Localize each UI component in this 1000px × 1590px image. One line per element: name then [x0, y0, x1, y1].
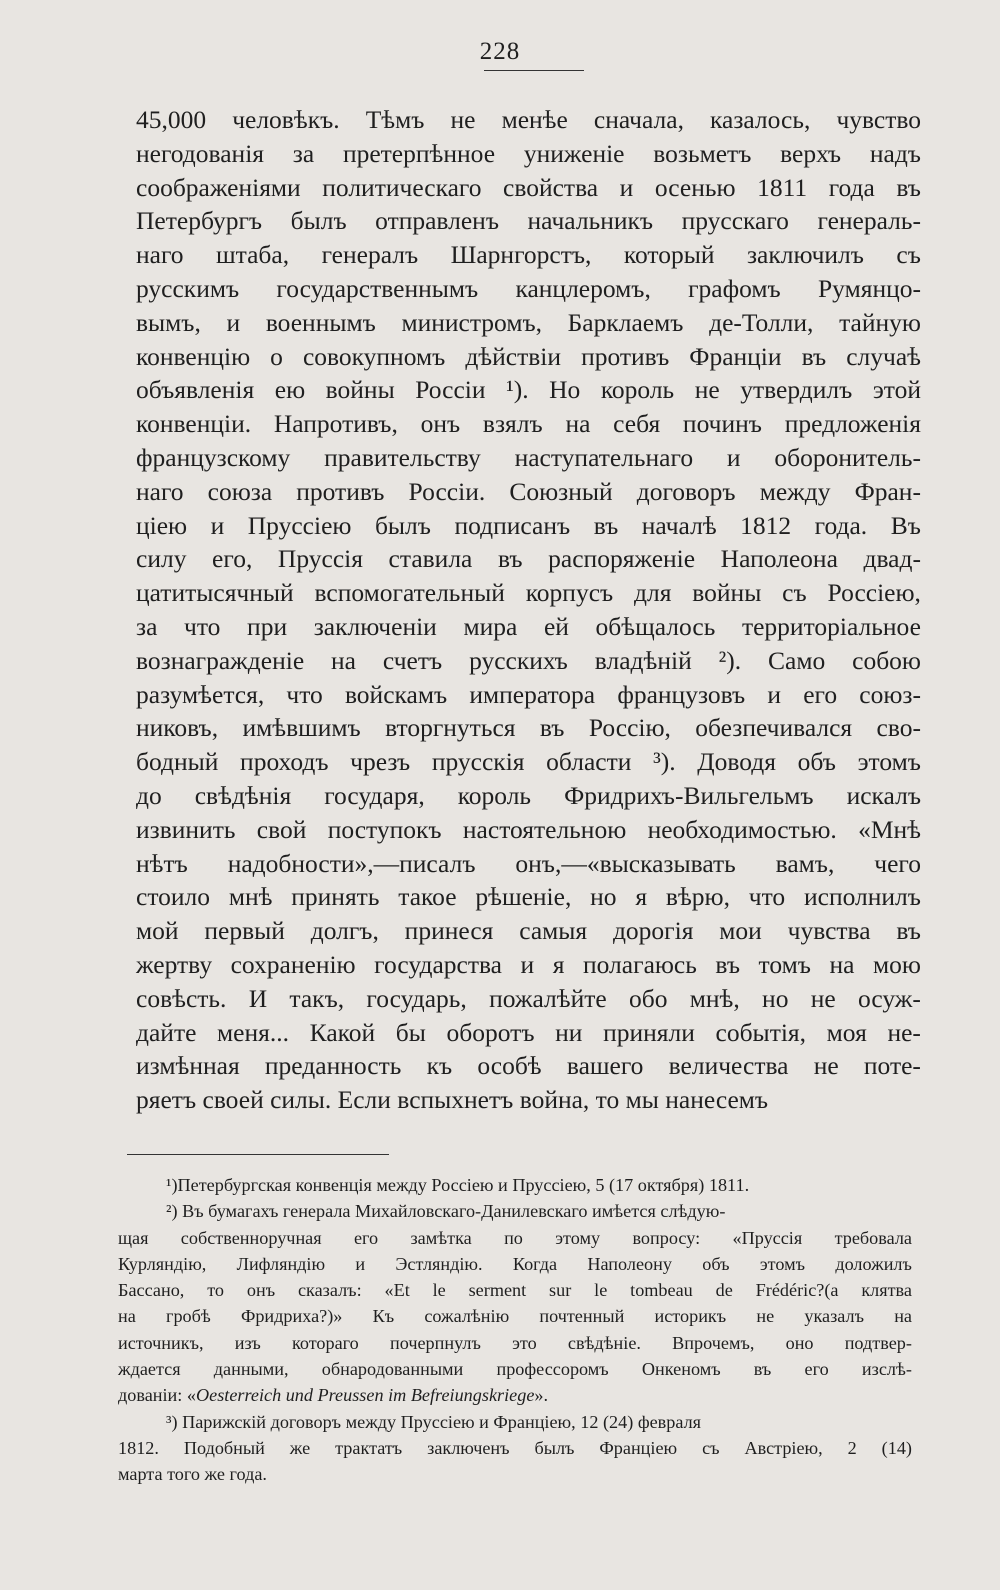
body-line: разумѣется, что войскамъ императора французовъ и его союз-: [136, 679, 921, 709]
body-line: за что при заключеніи мира ей обѣщалось территоріальное: [136, 611, 921, 641]
footnote-line: Курляндію, Лифляндію и Эстляндію. Когда Наполеону объ этомъ доложилъ: [118, 1253, 912, 1274]
body-line: мой первый долгъ, принеся самыя дорогія мои чувства въ: [136, 916, 921, 946]
footnote-marker: ¹): [166, 1175, 178, 1195]
body-line: конвенцію о совокупномъ дѣйствіи противъ Франціи въ случаѣ: [136, 341, 921, 371]
body-line: силу его, Пруссія ставила въ распоряженіе Наполеона двад-: [136, 544, 921, 574]
body-line: бодный проходъ чрезъ прусскія области ³). Доводя объ этомъ: [136, 747, 921, 777]
body-line: нѣтъ надобности»,—писалъ онъ,—«высказывать вамъ, чего: [136, 848, 921, 878]
body-line: извинить свой поступокъ настоятельною необходимостью. «Мнѣ: [136, 814, 921, 844]
body-line: французскому правительству наступательнаго и оборонитель-: [136, 442, 921, 472]
body-line: 45,000 человѣкъ. Тѣмъ не менѣе сначала, казалось, чувство: [136, 105, 921, 134]
footnote-3: [118, 1409, 912, 1435]
footnote-text: дованіи: «: [118, 1385, 196, 1406]
body-line: цатитысячный вспомогательный корпусъ для войны съ Россіею,: [136, 578, 921, 608]
body-line: негодованія за претерпѣнное униженіе возьметъ верхъ надъ: [136, 138, 921, 168]
body-line: жертву сохраненію государства и я полагаюсь въ томъ на мою: [136, 949, 921, 979]
footnote-line: щая собственноручная его замѣтка по этому вопросу: «Пруссія требовала: [118, 1227, 912, 1248]
footnote-text: Парижскій договоръ между Пруссіею и Франціею, 12 (24) февраля: [182, 1411, 702, 1432]
body-line: наго союза противъ Россіи. Союзный договоръ между Фран-: [136, 476, 921, 506]
footnote-line: источникъ, изъ котораго почерпнулъ это свѣдѣніе. Впрочемъ, оно подтвер-: [118, 1332, 912, 1353]
body-line: конвенціи. Напротивъ, онъ взялъ на себя починъ предложенія: [136, 409, 921, 439]
footnotes: [118, 1172, 912, 1488]
body-line: ціею и Пруссіею былъ подписанъ въ началѣ 1812 года. Въ: [136, 510, 921, 540]
body-line: стоило мнѣ принять такое рѣшеніе, но я вѣрю, что исполнилъ: [136, 882, 921, 912]
body-line: вымъ, и военнымъ министромъ, Барклаемъ де-Толли, тайную: [136, 307, 921, 337]
footnote-line: ждается данными, обнародованными профессоромъ Онкеномъ въ его изслѣ-: [118, 1359, 912, 1380]
footnote-separator: [127, 1154, 389, 1155]
page-number-rule: [484, 70, 584, 71]
footnote-text: Петербургская конвенція между Россіею и Пруссіею, 5 (17 октября) 1811.: [177, 1175, 750, 1195]
body-line: Петербургъ былъ отправленъ начальникъ прусскаго генераль-: [136, 206, 921, 236]
footnote-line: на гробѣ Фридриха?)» Къ сожалѣнію почтенный историкъ не указалъ на: [118, 1306, 912, 1327]
footnote-text: Въ бумагахъ генерала Михайловскаго-Данилевскаго имѣется слѣдую-: [182, 1201, 726, 1222]
footnote-line: [118, 1382, 912, 1408]
cited-work-title: Oesterreich und Preussen im Befreiungskriege: [195, 1385, 535, 1406]
body-line: совѣсть. И такъ, государь, пожалѣйте обо мнѣ, но не осуж-: [136, 983, 921, 1013]
body-line: ряетъ своей силы. Если вспыхнетъ война, то мы нанесемъ: [136, 1085, 769, 1115]
body-line: измѣнная преданность къ особѣ вашего величества не поте-: [136, 1051, 921, 1081]
body-line: до свѣдѣнія государя, король Фридрихъ-Вильгельмъ искалъ: [136, 780, 921, 810]
body-line: наго штаба, генералъ Шарнгорстъ, который заключилъ съ: [136, 240, 921, 270]
footnote-line: 1812. Подобный же трактатъ заключенъ былъ Франціею съ Австріею, 2 (14): [118, 1437, 912, 1458]
page-number: 228: [479, 38, 521, 65]
footnote-marker: ²): [166, 1201, 178, 1222]
body-line: никовъ, имѣвшимъ вторгнуться въ Россію, обезпечивался сво-: [136, 713, 921, 743]
footnote-2: [118, 1198, 912, 1224]
body-line: объявленія ею войны Россіи ¹). Но король не утвердилъ этой: [136, 375, 921, 405]
footnote-1: [118, 1172, 912, 1198]
footnote-text: ».: [534, 1385, 549, 1406]
footnote-line: Бассано, то онъ сказалъ: «Et le serment sur le tombeau de Frédéric?(a клятва: [118, 1280, 912, 1301]
footnote-line: марта того же года.: [118, 1464, 267, 1485]
body-line: дайте меня... Какой бы оборотъ ни приняли событія, моя не-: [136, 1017, 921, 1047]
body-line: вознагражденіе на счетъ русскихъ владѣній ²). Само собою: [136, 645, 921, 675]
body-line: русскимъ государственнымъ канцлеромъ, графомъ Румянцо-: [136, 273, 921, 303]
body-line: соображеніями политическаго свойства и осенью 1811 года въ: [136, 172, 921, 202]
body-text: [136, 103, 921, 1117]
footnote-marker: ³): [166, 1411, 178, 1432]
